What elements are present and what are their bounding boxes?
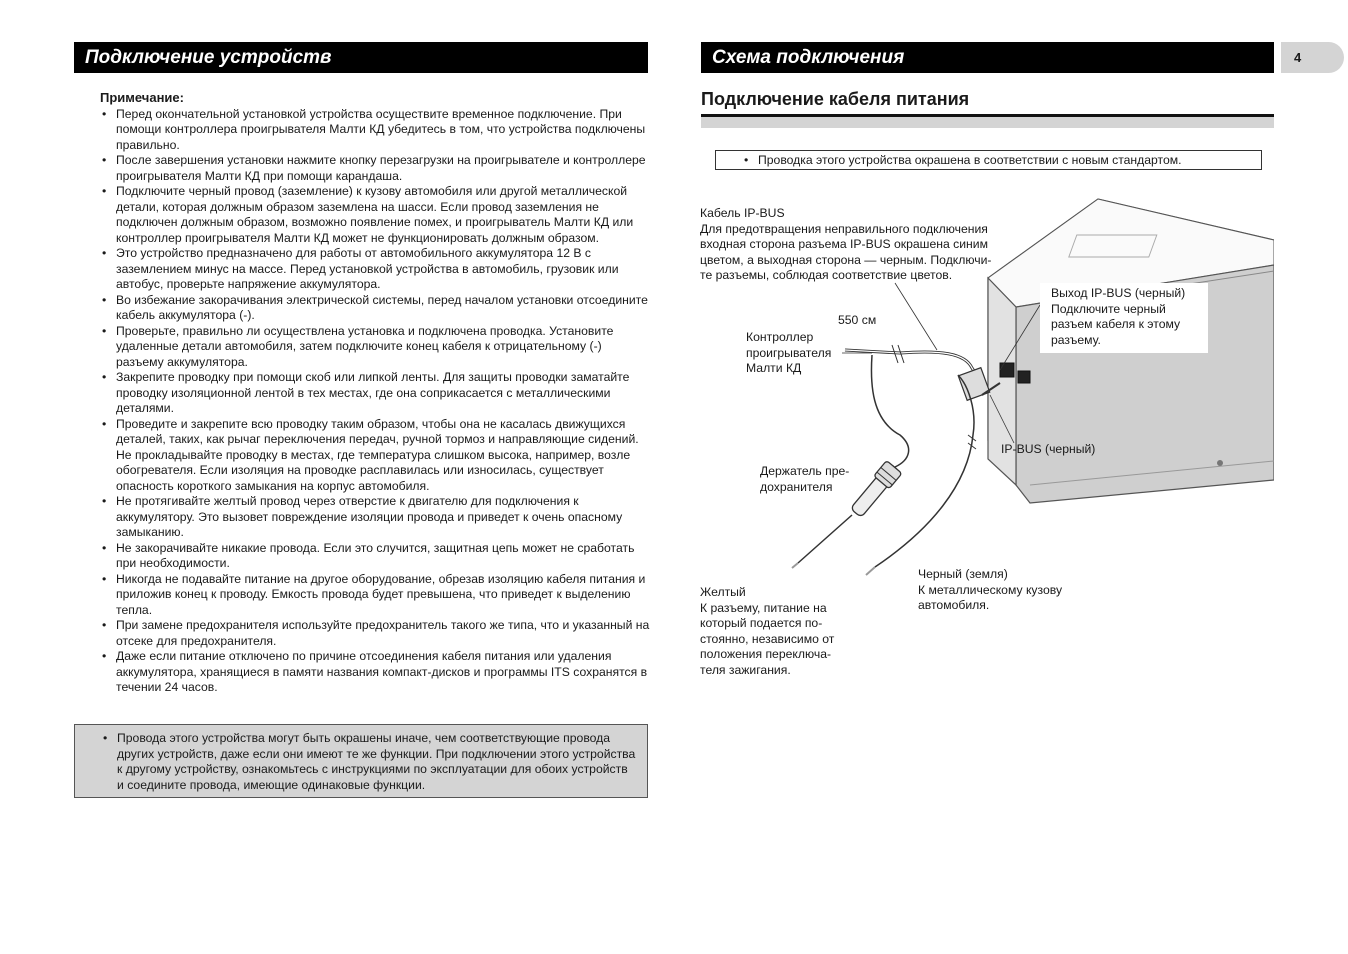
- note-item: • Не протягивайте желтый провод через отверстие к двигателю для подключения к аккумулятору. Это вызовет повреждение изоляции провода и приведет к очень опасному замыканию.: [100, 494, 650, 541]
- note-item: • После завершения установки нажмите кнопку перезагрузки на проигрывателе и контроллере проигрывателя Малти КД при помощи карандаша.: [100, 153, 650, 184]
- ipbus-out-port-icon: [1000, 363, 1014, 377]
- subsection-heading: Подключение кабеля питания: [701, 89, 970, 109]
- yellow-wire-label: Желтый К разъему, питание на который подается по- стоянно, независимо от положения переключа- теля зажигания.: [700, 585, 835, 677]
- note-item: • Проведите и закрепите всю проводку таким образом, чтобы она не касалась движущихся деталей, таких, как рычаг переключения передач, ручной тормоз и направляющие сидений. Не прокладывайте проводку в местах, где температура слишком высока, например, возле обогревателя. Если изоляция на проводке расплавилась или износилась, существует опасность короткого замыкания на корпус автомобиля.: [100, 417, 650, 495]
- note-item: • Это устройство предназначено для работы от автомобильного аккумулятора 12 В с заземлением минус на массе. Перед установкой устройства в автомобиль, грузовик или автобус, проверьте напряжение аккумулятора.: [100, 246, 650, 293]
- fuse-holder-label: Держатель пре- дохранителя: [760, 464, 850, 494]
- ipbus-cable-label: Кабель IP-BUS Для предотвращения неправильного подключения входная сторона разъема IP-BUS окрашена синим цветом, а выходная сторона — черным. Подключи- те разъемы, соблюдая соответствие цветов.: [700, 206, 992, 282]
- cable-length-label: 550 см: [838, 313, 877, 327]
- notes-list: [100, 107, 650, 696]
- ipbus-in-port-icon: [1018, 371, 1030, 383]
- notes-block: [100, 90, 650, 696]
- controller-label: Контроллер проигрывателя Малти КД: [746, 330, 832, 375]
- note-item: • Даже если питание отключено по причине отсоединения кабеля питания или удаления аккумулятора, хранящиеся в памяти названия компакт-дисков и программы ITS сохранятся в течении 24 часов.: [100, 649, 650, 696]
- ground-wire-label: Черный (земля) К металлическому кузову автомобиля.: [918, 567, 1063, 612]
- wire-color-note: • Провода этого устройства могут быть окрашены иначе, чем соответствующие провода других устройств, даже если они имеют те же функции. При подключении этого устройства к другому устройству, ознакомьтесь с инструкциями по эксплуатации для обоих устройств и соедините провода, имеющие одинаковые функции.: [101, 731, 637, 793]
- connection-diagram: [700, 185, 1274, 690]
- yellow-wire: [871, 355, 908, 467]
- note-item: • Не закорачивайте никакие провода. Если это случится, защитная цепь может не сработать при необходимости.: [100, 541, 650, 572]
- fuse-holder-icon: [848, 461, 902, 520]
- ipbus-connector-icon: [958, 368, 989, 401]
- ipbus-black-label: IP-BUS (черный): [1001, 442, 1096, 456]
- note-item: • Проверьте, правильно ли осуществлена установка и подключена проводка. Установите удаленные детали автомобиля, затем подключите конец кабеля к отрицательному (-) разъему аккумулятора.: [100, 324, 650, 371]
- note-item: • Подключите черный провод (заземление) к кузову автомобиля или другой металлической детали, которая должным образом заземлена на шасси. Если провод заземления не подключен должным образом, возможно появление помех, и проигрыватель Малти КД или контроллер проигрывателя Малти КД может не функционировать должным образом.: [100, 184, 650, 246]
- note-item: • При замене предохранителя используйте предохранитель такого же типа, что и указанный на отсеке для предохранителя.: [100, 618, 650, 649]
- section-header-left: Подключение устройств: [74, 42, 648, 73]
- page-number: 4: [1281, 42, 1344, 73]
- heading-rule: [701, 114, 1274, 128]
- ipbus-output-label: Выход IP-BUS (черный) Подключите черный разъем кабеля к этому разъему.: [1040, 283, 1208, 353]
- wire-color-note-box: [74, 724, 648, 798]
- section-header-right: Схема подключения: [701, 42, 1274, 73]
- note-item: • Никогда не подавайте питание на другое оборудование, обрезав изоляцию кабеля питания и приложив конец к проводу. Емкость провода будет превышена, что приведет к выделению тепла.: [100, 572, 650, 619]
- note-item: • Закрепите проводку при помощи скоб или липкой ленты. Для защиты проводки заматайте проводку изоляционной лентой в тех местах, где она соприкасается с металлическими деталями.: [100, 370, 650, 417]
- note-item: • Перед окончательной установкой устройства осуществите временное подключение. При помощи контроллера проигрывателя Малти КД убедитесь в том, что устройства подключены правильно.: [100, 107, 650, 154]
- note-item: • Во избежание закорачивания электрической системы, перед началом установки отсоедините кабель аккумулятора (-).: [100, 293, 650, 324]
- note-title: Примечание:: [100, 90, 184, 105]
- standard-note: • Проводка этого устройства окрашена в соответствии с новым стандартом.: [742, 151, 1261, 169]
- standard-note-box: [715, 150, 1262, 170]
